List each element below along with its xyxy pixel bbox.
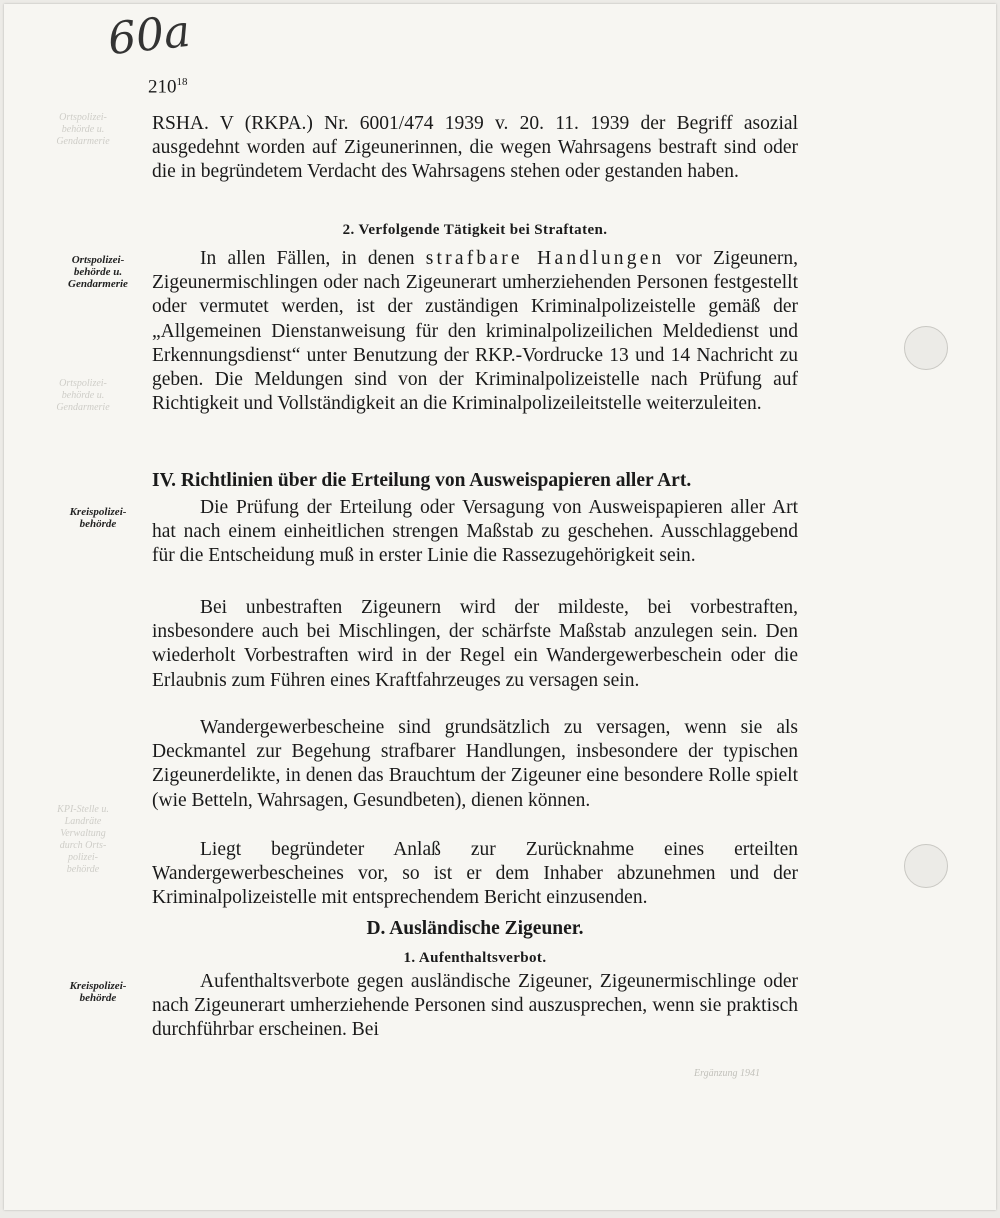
paragraph-zuruecknahme: Liegt begründeter Anlaß zur Zurücknahme eines erteilten Wandergewerbescheines vor, so ist er dem Inhaber abzunehmen und der Kriminalpolizeistelle mit entsprechendem Bericht einzusenden. — [152, 839, 798, 909]
punch-hole-bottom — [904, 844, 948, 888]
paragraph-unbestrafte: Bei unbestraften Zigeunern wird der mildeste, bei vorbestraften, insbesondere auch bei Mischlingen, der schärfste Maßstab anzulegen sein. Den wiederholt Vorbestraften wird in der Regel ein Wandergewerbeschein oder die Erlaubnis zum Führen eines Kraftfahrzeuges zu versagen sein. — [152, 597, 798, 691]
heading-auslaendische-zigeuner: D. Ausländische Zigeuner. — [366, 918, 584, 939]
document-page — [4, 4, 996, 1210]
margin-note-kreispolizeibehoerde-2: Kreispolizei- behörde — [69, 980, 127, 1004]
paragraph-wandergewerbescheine: Wandergewerbescheine sind grundsätzlich zu versagen, wenn sie als Deckmantel zur Begehung strafbarer Handlungen, insbesondere der typischen Zigeunerdelikte, in denen das Brauchtum der Zigeuner eine besondere Rolle spielt (wie Betteln, Wahrsagen, Gesundbeten), dienen können. — [152, 717, 798, 811]
margin-note-ortspolizeibehoerde: Ortspolizei- behörde u. Gendarmerie — [68, 254, 128, 290]
heading-richtlinien-ausweispapiere: IV. Richtlinien über die Erteilung von Ausweispapieren aller Art. — [152, 470, 692, 491]
show-through-note: Ortspolizei- behörde u. Gendarmerie — [56, 378, 110, 413]
paragraph-strafbare-handlungen: In allen Fällen, in denen strafbare Handlungen vor Zigeunern, Zigeunermischlingen oder nach Zigeunerart umherziehenden Personen festgestellt oder vermutet werden, ist der zuständigen Kriminalpolizeistelle gemäß der „Allgemeinen Dienstanweisung für den kriminalpolizeilichen Meldedienst und Erkennungsdienst“ unter Benutzung der RKP.-Vordrucke 13 und 14 Nachricht zu geben. Die Meldungen sind von der Kriminalpolizeistelle nach Prüfung auf Richtigkeit und Vollständigkeit an die Kriminalpolizeileitstelle weiterzuleiten. — [152, 248, 798, 415]
paragraph-asozial: RSHA. V (RKPA.) Nr. 6001/474 1939 v. 20. 11. 1939 der Begriff asozial ausgedehnt worden auf Zigeunerinnen, die wegen Wahrsagens bestraft sind oder die in begründetem Verdacht des Wahrsagens stehen oder gestanden haben. — [152, 113, 798, 183]
handwritten-page-mark: 60a — [105, 5, 193, 66]
margin-note-kreispolizeibehoerde: Kreispolizei- behörde — [69, 506, 127, 530]
emphasized-term: strafbare Handlungen — [425, 248, 665, 269]
paragraph-pruefung: Die Prüfung der Erteilung oder Versagung von Ausweispapieren aller Art hat nach einem einheitlichen strengen Maßstab zu geschehen. Ausschlaggebend für die Entscheidung muß in erster Linie die Rassezugehörigkeit sein. — [152, 497, 798, 567]
show-through-note: Ortspolizei- behörde u. Gendarmerie — [56, 112, 110, 147]
heading-aufenthaltsverbot: 1. Aufenthaltsverbot. — [403, 950, 547, 966]
heading-verfolgende-taetigkeit: 2. Verfolgende Tätigkeit bei Straftaten. — [342, 222, 608, 238]
paragraph-aufenthaltsverbote: Aufenthaltsverbote gegen ausländische Zigeuner, Zigeunermischlinge oder nach Zigeunerart umherziehende Personen sind auszusprechen, wenn sie praktisch durchführbar erscheinen. Bei — [152, 971, 798, 1041]
page-number: $210^{18}$ — [148, 76, 188, 98]
punch-hole-top — [904, 326, 948, 370]
show-through-note: KPI-Stelle u. Landräte Verwaltung durch Orts- polizei- behörde — [57, 804, 109, 875]
show-through-footer: Ergänzung 1941 — [694, 1068, 761, 1079]
